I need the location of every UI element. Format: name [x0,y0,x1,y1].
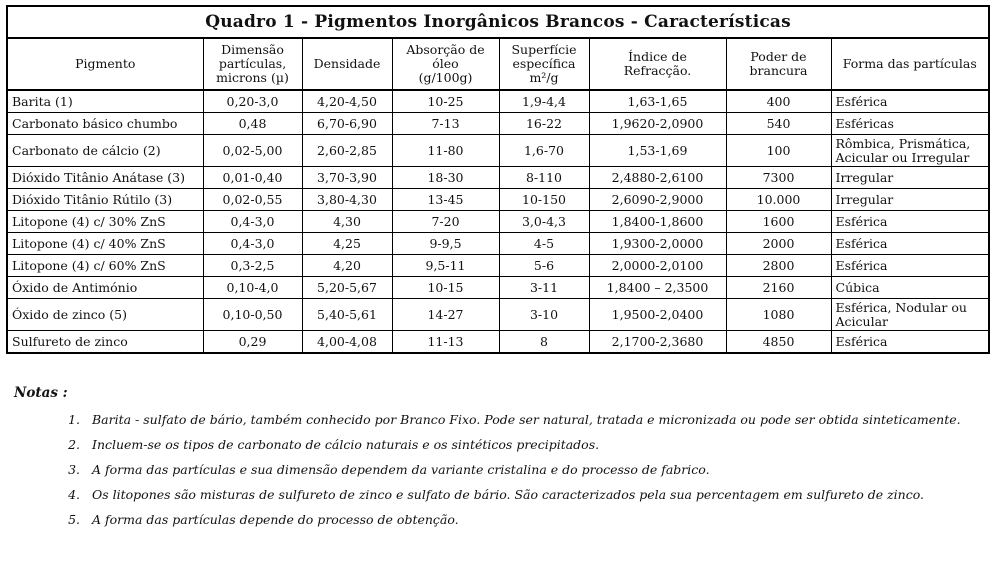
cell-forma: Esféricas [831,113,989,135]
table-row [7,331,989,354]
header-line: Dimensão [221,42,284,57]
pigments-table [6,5,990,354]
cell-indice: 1,9300-2,0000 [589,233,726,255]
cell-forma: Irregular [831,189,989,211]
cell-poder: 2000 [726,233,831,255]
cell-absorcao: 10-25 [392,90,499,113]
header-line: específica [512,56,576,71]
cell-dimensao: 0,48 [203,113,302,135]
table-row [7,277,989,299]
cell-poder: 540 [726,113,831,135]
cell-dimensao: 0,10-0,50 [203,299,302,331]
cell-dimensao: 0,29 [203,331,302,354]
cell-absorcao: 14-27 [392,299,499,331]
table-row [7,167,989,189]
table-row [7,189,989,211]
cell-dimensao: 0,4-3,0 [203,211,302,233]
cell-densidade: 4,25 [302,233,392,255]
cell-densidade: 5,40-5,61 [302,299,392,331]
cell-forma: Cúbica [831,277,989,299]
cell-superficie: 3-11 [499,277,589,299]
cell-poder: 2800 [726,255,831,277]
note-item: 3. A forma das partículas e sua dimensão dependem da variante cristalina e do processo de fabrico. [84,457,984,482]
cell-dimensao: 0,4-3,0 [203,233,302,255]
cell-poder: 10.000 [726,189,831,211]
cell-absorcao: 9,5-11 [392,255,499,277]
cell-superficie: 10-150 [499,189,589,211]
cell-indice: 2,0000-2,0100 [589,255,726,277]
column-header-indice [589,38,726,90]
cell-indice: 1,8400-1,8600 [589,211,726,233]
cell-densidade: 2,60-2,85 [302,135,392,167]
header-line: óleo [432,56,459,71]
header-line: (g/100g) [418,70,473,85]
table-row [7,90,989,113]
cell-poder: 1600 [726,211,831,233]
cell-indice: 1,53-1,69 [589,135,726,167]
cell-pigmento: Sulfureto de zinco [7,331,203,354]
cell-pigmento: Óxido de Antimónio [7,277,203,299]
cell-dimensao: 0,3-2,5 [203,255,302,277]
table-row [7,113,989,135]
notes-section [14,385,984,532]
cell-dimensao: 0,02-5,00 [203,135,302,167]
header-line: microns (µ) [216,70,289,85]
cell-densidade: 4,00-4,08 [302,331,392,354]
cell-densidade: 6,70-6,90 [302,113,392,135]
cell-dimensao: 0,20-3,0 [203,90,302,113]
cell-absorcao: 11-80 [392,135,499,167]
cell-superficie: 1,6-70 [499,135,589,167]
header-line: Absorção de [406,42,485,57]
title-row [7,6,989,38]
cell-densidade: 4,20-4,50 [302,90,392,113]
cell-forma: Esférica [831,90,989,113]
cell-forma: Irregular [831,167,989,189]
cell-absorcao: 10-15 [392,277,499,299]
cell-indice: 2,1700-2,3680 [589,331,726,354]
cell-densidade: 5,20-5,67 [302,277,392,299]
cell-poder: 100 [726,135,831,167]
cell-forma: Esférica [831,233,989,255]
cell-densidade: 4,30 [302,211,392,233]
column-header-densidade [302,38,392,90]
cell-indice: 1,63-1,65 [589,90,726,113]
cell-superficie: 4-5 [499,233,589,255]
cell-poder: 7300 [726,167,831,189]
header-line: Poder de [750,49,807,64]
header-line: Forma das partículas [842,56,977,71]
column-header-absorcao [392,38,499,90]
cell-pigmento: Barita (1) [7,90,203,113]
header-line: Superfície [511,42,577,57]
cell-forma: Esférica, Nodular ou Acicular [831,299,989,331]
column-header-forma [831,38,989,90]
column-header-dimensao [203,38,302,90]
cell-pigmento: Óxido de zinco (5) [7,299,203,331]
cell-pigmento: Litopone (4) c/ 60% ZnS [7,255,203,277]
table-row [7,135,989,167]
cell-forma: Esférica [831,255,989,277]
cell-indice: 2,6090-2,9000 [589,189,726,211]
cell-absorcao: 11-13 [392,331,499,354]
cell-indice: 1,9500-2,0400 [589,299,726,331]
table-row [7,211,989,233]
header-line: Pigmento [75,56,136,71]
column-header-superficie [499,38,589,90]
cell-superficie: 1,9-4,4 [499,90,589,113]
column-header-pigmento [7,38,203,90]
notes-title: Notas : [14,385,68,401]
cell-absorcao: 7-20 [392,211,499,233]
cell-pigmento: Dióxido Titânio Anátase (3) [7,167,203,189]
cell-pigmento: Litopone (4) c/ 40% ZnS [7,233,203,255]
header-line: brancura [749,63,808,78]
cell-pigmento: Carbonato de cálcio (2) [7,135,203,167]
cell-superficie: 16-22 [499,113,589,135]
cell-dimensao: 0,02-0,55 [203,189,302,211]
cell-superficie: 3-10 [499,299,589,331]
cell-poder: 2160 [726,277,831,299]
cell-densidade: 3,80-4,30 [302,189,392,211]
cell-absorcao: 18-30 [392,167,499,189]
cell-indice: 2,4880-2,6100 [589,167,726,189]
table-row [7,233,989,255]
cell-poder: 4850 [726,331,831,354]
header-row [7,38,989,90]
cell-indice: 1,9620-2,0900 [589,113,726,135]
cell-pigmento: Litopone (4) c/ 30% ZnS [7,211,203,233]
cell-pigmento: Dióxido Titânio Rútilo (3) [7,189,203,211]
header-line: m²/g [529,70,559,85]
cell-absorcao: 7-13 [392,113,499,135]
header-line: Refracção. [623,63,692,78]
pigments-table-container [6,5,988,354]
cell-superficie: 8 [499,331,589,354]
table-row [7,255,989,277]
cell-absorcao: 9-9,5 [392,233,499,255]
note-item: 2. Incluem-se os tipos de carbonato de cálcio naturais e os sintéticos precipitados. [84,432,984,457]
cell-poder: 1080 [726,299,831,331]
cell-densidade: 3,70-3,90 [302,167,392,189]
cell-forma: Esférica [831,211,989,233]
cell-superficie: 3,0-4,3 [499,211,589,233]
table-row [7,299,989,331]
header-line: Índice de [628,49,687,64]
cell-superficie: 5-6 [499,255,589,277]
table-body [7,90,989,353]
header-line: Densidade [313,56,381,71]
cell-absorcao: 13-45 [392,189,499,211]
column-header-poder [726,38,831,90]
notes-list [14,407,984,532]
cell-densidade: 4,20 [302,255,392,277]
note-item: 1. Barita - sulfato de bário, também conhecido por Branco Fixo. Pode ser natural, tratada e micronizada ou pode ser obtida sinteticamente. [84,407,984,432]
cell-superficie: 8-110 [499,167,589,189]
cell-dimensao: 0,01-0,40 [203,167,302,189]
cell-poder: 400 [726,90,831,113]
cell-forma: Rômbica, Prismática, Acicular ou Irregular [831,135,989,167]
header-line: partículas, [218,56,287,71]
note-item: 5. A forma das partículas depende do processo de obtenção. [84,507,984,532]
note-item: 4. Os litopones são misturas de sulfureto de zinco e sulfato de bário. São caracterizados pela sua percentagem em sulfureto de zinco. [84,482,984,507]
cell-forma: Esférica [831,331,989,354]
cell-dimensao: 0,10-4,0 [203,277,302,299]
cell-indice: 1,8400 – 2,3500 [589,277,726,299]
table-title: Quadro 1 - Pigmentos Inorgânicos Brancos - Características [7,6,989,38]
cell-pigmento: Carbonato básico chumbo [7,113,203,135]
